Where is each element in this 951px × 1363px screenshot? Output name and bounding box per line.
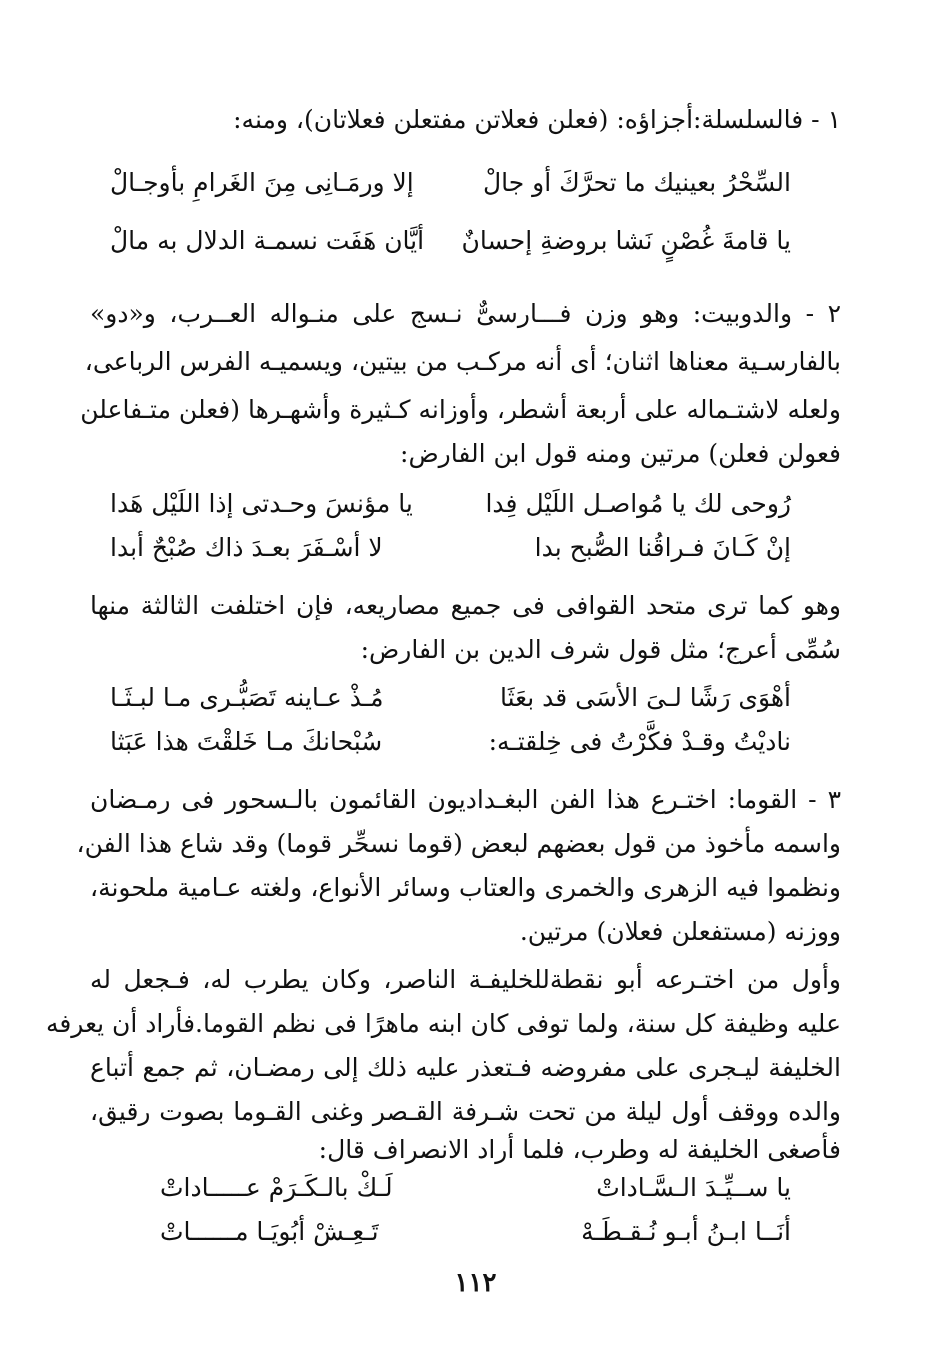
section1-intro: ١ - فالسلسلة:أجزاؤه: (فعلن فعلاتن مفتعلن فعلاتان)، ومنه: bbox=[233, 105, 841, 134]
verse-hemistich-second: تَـعِـشْ أبُويَـا مــــــاتْ bbox=[160, 1217, 379, 1246]
verse-line bbox=[110, 528, 791, 568]
paragraph-line: عليه وظيفة كل سنة، ولما توفى كان ابنه ماهرًا فى نظم القوما.فأراد أن يعرفه bbox=[45, 1009, 841, 1038]
paragraph-line: سُمِّى أعرج؛ مثل قول شرف الدين بن الفارض: bbox=[360, 635, 841, 664]
paragraph-line: وهو كما ترى متحد القوافى فى جميع مصاريعه، فإن اختلفت الثالثة منها bbox=[90, 591, 841, 620]
page-number: ١١٢ bbox=[454, 1268, 497, 1298]
paragraph-line: وأول من اختـرعه أبو نقطةللخليفـة الناصر، وكان يطرب له، فـجعل له bbox=[90, 965, 841, 994]
verse-hemistich-second: إلا ورمَـانِى مِنَ الغَرامِ بأوجـالْ bbox=[110, 168, 414, 197]
verse-hemistich-first: يا قامةَ غُصْنٍ نَشا بروضةِ إحسانٌ bbox=[461, 226, 791, 255]
verse-hemistich-second: أيَّان هَفَت نسمـة الدلال به مالْ bbox=[110, 226, 425, 255]
paragraph-line: فأصغى الخليفة له وطرب، فلما أراد الانصراف قال: bbox=[318, 1135, 841, 1164]
verse-hemistich-first: أنَــا ابـنُ أبـو نُـقـطَـهْ bbox=[581, 1217, 791, 1246]
paragraph-line: والده ووقف أول ليلة من تحت شـرفة القـصر وغنى القـوما بصوت رقيق، bbox=[90, 1097, 841, 1126]
paragraph-line: ونظموا فيه الزهرى والخمرى والعتاب وسائر الأنواع، ولغته عـامية ملحونة، bbox=[90, 873, 841, 902]
verse-hemistich-second: لَـكْ بالـكَـرَمْ عـــــاداتْ bbox=[160, 1173, 393, 1202]
verse-hemistich-first: السِّحْرُ بعينيك ما تحرَّكَ أو جالْ bbox=[482, 168, 791, 197]
verse-line bbox=[110, 678, 791, 718]
verse-line bbox=[110, 221, 791, 261]
verse-hemistich-first: إنْ كَـانَ فـراقُنا الصُّبح بدا bbox=[534, 533, 791, 562]
paragraph-line: ٣ - القوما: اختـرع هذا الفن البغـداديون القائمون بالـسحور فى رمـضان bbox=[90, 785, 841, 814]
verse-hemistich-second: يا مؤنسَ وحـدتى إذا اللَيْل هَدا bbox=[110, 489, 413, 518]
paragraph-line: فعولن فعلن) مرتين ومنه قول ابن الفارض: bbox=[400, 439, 841, 468]
verse-hemistich-first: أهْوَى رَشًا لـىَ الأسَى قد بعَثَا bbox=[499, 683, 791, 712]
verse-line bbox=[110, 722, 791, 762]
paragraph-line: الخليفة ليـجرى على مفروضه فـتعذر عليه ذلك إلى رمضـان، ثم جمع أتباع bbox=[90, 1053, 841, 1082]
paragraph-line: بالفارسـية معناها اثنان؛ أى أنه مركـب من بيتين، ويسميـه الفرس الرباعى، bbox=[84, 347, 841, 376]
verse-hemistich-first: رُوحى لك يا مُواصـل اللَيْل فِدا bbox=[485, 489, 791, 518]
verse-hemistich-first: يا ســيِّـدَ الـسَّـاداتْ bbox=[596, 1173, 791, 1202]
paragraph-line: واسمه مأخوذ من قول بعضهم لبعض (قوما نسحِّر قوما) وقد شاع هذا الفن، bbox=[76, 829, 841, 858]
verse-line bbox=[160, 1212, 791, 1252]
verse-hemistich-second: سُبْحانكَ مـا خَلقْتَ هذا عَبَثا bbox=[110, 727, 383, 756]
paragraph-line: ووزنه (مستفعلن فعلان) مرتين. bbox=[519, 917, 841, 946]
verse-line bbox=[160, 1168, 791, 1208]
verse-hemistich-second: لا أسْـفَرَ بعـدَ ذاك صُبْحٌ أبدا bbox=[110, 533, 383, 562]
verse-line bbox=[110, 484, 791, 524]
verse-hemistich-second: مُـذْ عـاينه تَصَبُّـرى مـا لبـثَـا bbox=[110, 683, 384, 712]
paragraph-line: ولعله لاشتـماله على أربعة أشطر، وأوزانه كـثيرة وأشهـرها (فعلن متـفاعلن bbox=[80, 395, 841, 424]
paragraph-line: ٢ - والدوبيت: وهو وزن فـــارسىٌّ نـسج على منـواله العــرب، و«دو» bbox=[90, 299, 841, 328]
verse-line bbox=[110, 163, 791, 203]
verse-hemistich-first: ناديْتُ وقـدْ فكَّرْتُ فى خِلقتـه: bbox=[488, 727, 791, 756]
